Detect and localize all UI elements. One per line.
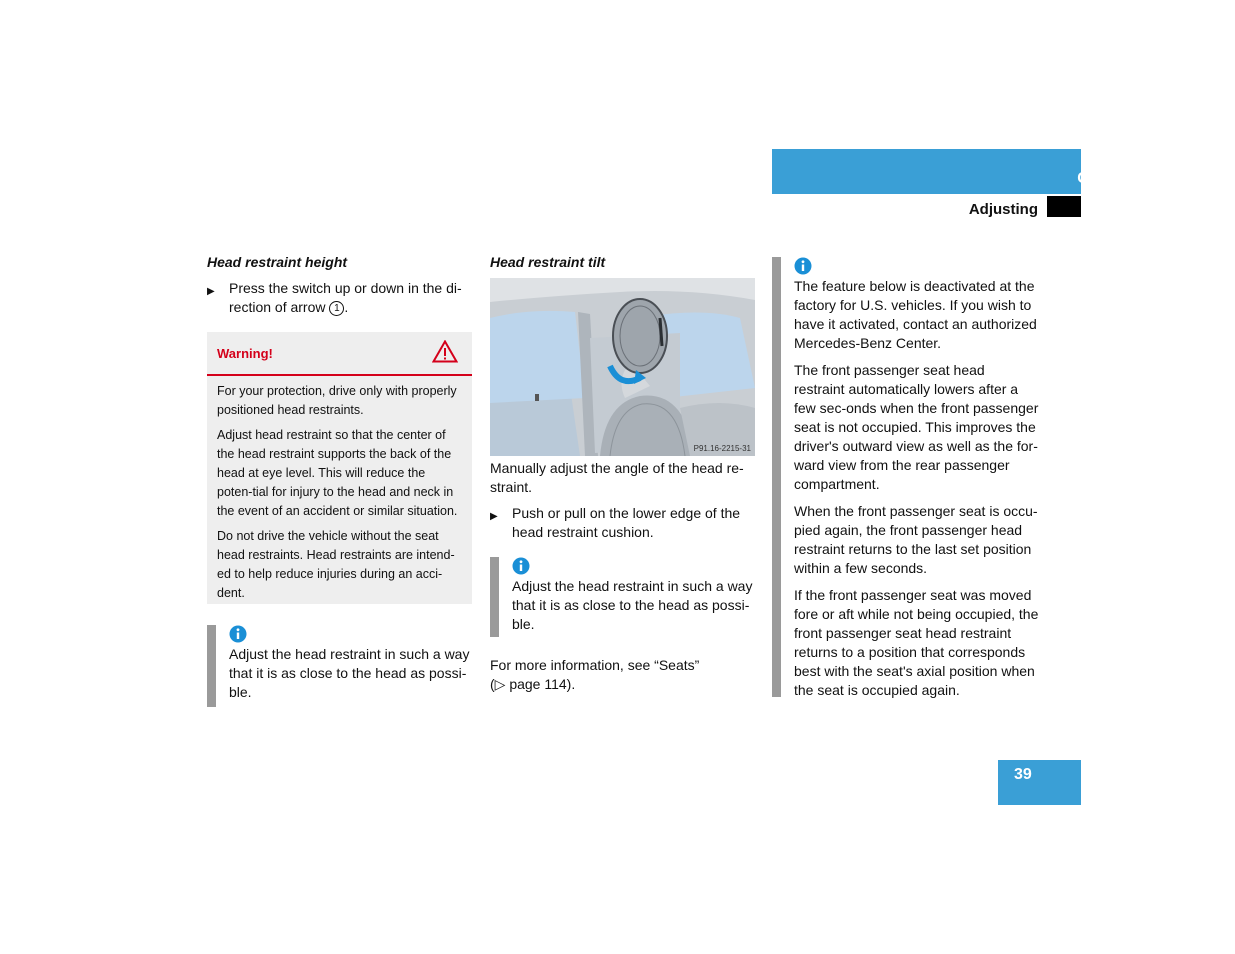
instruction-bullet bbox=[207, 279, 469, 317]
page-reference-link[interactable]: (▷ page 114). bbox=[490, 676, 576, 692]
warning-box bbox=[207, 332, 472, 604]
info-paragraph: If the front passenger seat was moved fore or aft while not being occupied, the front passenger seat head restraint returns to a position that corresponds best with the seat's axial position when the seat is occupied again. bbox=[794, 587, 1039, 698]
heading-head-restraint-height: Head restraint height bbox=[207, 254, 348, 270]
warning-paragraph: Adjust head restraint so that the center of the head restraint supports the back of the head at eye level. This will reduce the poten-tial for injury to the head and neck in the event of an accident or similar situation. bbox=[217, 428, 458, 518]
info-icon bbox=[794, 257, 812, 275]
warning-label: Warning! bbox=[217, 346, 273, 361]
subsection-marker bbox=[1047, 196, 1081, 217]
info-paragraph: The feature below is deactivated at the factory for U.S. vehicles. If you wish to have it activated, contact an authorized Mercedes-Benz Center. bbox=[794, 278, 1037, 351]
info-paragraph: When the front passenger seat is occu-pied again, the front passenger head restraint returns to the last set position within a few seconds. bbox=[794, 503, 1038, 576]
arrow-reference: 1 bbox=[329, 301, 344, 316]
heading-head-restraint-tilt: Head restraint tilt bbox=[490, 254, 606, 270]
warning-paragraph: For your protection, drive only with properly positioned head restraints. bbox=[217, 384, 457, 417]
warning-triangle-icon bbox=[432, 340, 458, 368]
info-icon bbox=[229, 625, 247, 643]
warning-paragraph: Do not drive the vehicle without the seat head restraints. Head restraints are intend-ed to help reduce injuries during an acci-dent. bbox=[217, 529, 455, 600]
tilt-instruction-text: Push or pull on the lower edge of the head restraint cushion. bbox=[512, 505, 741, 540]
info-box bbox=[490, 557, 755, 637]
warning-body bbox=[207, 376, 472, 603]
instruction-end: . bbox=[344, 299, 349, 315]
bullet-arrow-icon: ▶ bbox=[207, 286, 215, 297]
info-text: Adjust the head restraint in such a way that it is as close to the head as possi-ble. bbox=[229, 646, 470, 700]
more-info-text: For more information, see “Seats” bbox=[490, 657, 700, 673]
tilt-instruction-bullet bbox=[490, 504, 752, 542]
page-number-box bbox=[998, 760, 1081, 805]
figure-code: P91.16-2215-31 bbox=[693, 444, 751, 453]
warning-header bbox=[207, 332, 472, 376]
car-interior-illustration bbox=[490, 278, 755, 456]
more-info bbox=[490, 656, 752, 694]
head-restraint-illustration bbox=[490, 278, 755, 456]
page-number: 39 bbox=[1014, 766, 1032, 783]
bullet-arrow-icon: ▶ bbox=[490, 511, 498, 522]
subsection-title: Adjusting bbox=[968, 201, 1038, 218]
info-box-passenger-restraint bbox=[772, 257, 1039, 697]
section-title: Getting started bbox=[1077, 170, 1191, 187]
info-icon bbox=[512, 557, 530, 575]
info-text: Adjust the head restraint in such a way that it is as close to the head as possi-ble. bbox=[512, 578, 753, 632]
instruction-text: Press the switch up or down in the di-rection of arrow bbox=[229, 280, 462, 315]
info-box bbox=[207, 625, 472, 707]
info-paragraph: The front passenger seat head restraint automatically lowers after a few sec-onds when the front passenger seat is not occupied. This improves the driver's outward view as well as the for-ward view from the rear passenger compartment. bbox=[794, 362, 1039, 492]
tilt-intro: Manually adjust the angle of the head re-straint. bbox=[490, 460, 744, 495]
